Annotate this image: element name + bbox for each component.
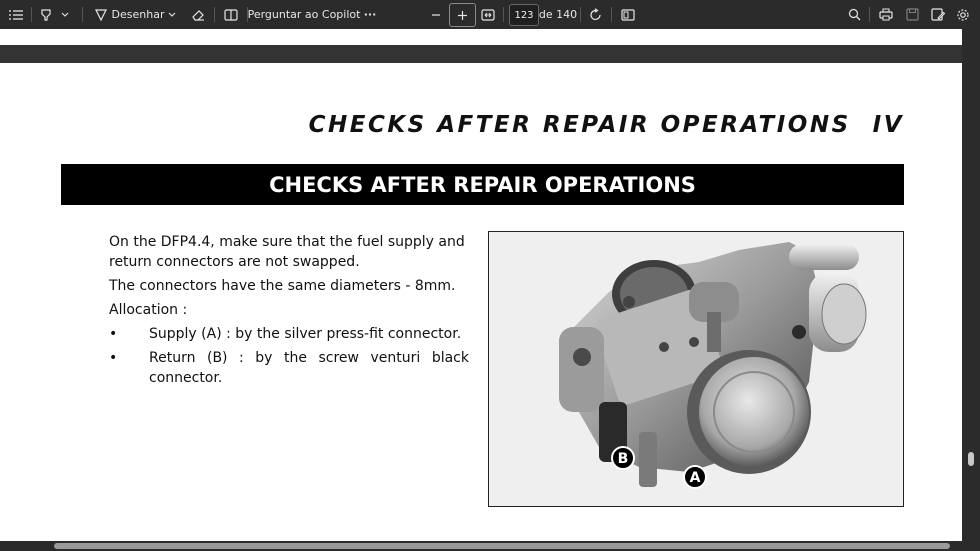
toolbar-separator	[580, 7, 581, 22]
callout-b	[612, 447, 634, 469]
print-icon[interactable]	[876, 0, 896, 29]
paragraph: On the DFP4.4, make sure that the fuel supply and return connectors are not swapped.	[109, 234, 465, 270]
reading-view-icon[interactable]	[221, 0, 241, 29]
zoom-out-icon[interactable]	[428, 0, 444, 29]
list-item	[109, 324, 469, 344]
section-title: CHECKS AFTER REPAIR OPERATIONS	[269, 172, 696, 197]
toolbar-separator	[31, 7, 32, 22]
save-icon[interactable]	[902, 0, 922, 29]
callout-a-label: A	[689, 470, 701, 486]
fit-to-width-icon[interactable]	[478, 0, 498, 29]
callout-a	[684, 466, 706, 488]
page-number-input[interactable]: 123	[509, 4, 539, 26]
paragraph: The connectors have the same diameters - 8mm.	[109, 278, 456, 294]
contents-list-icon[interactable]	[5, 0, 27, 29]
toolbar-separator	[611, 7, 612, 22]
chapter-title: CHECKS AFTER REPAIR OPERATIONS	[308, 112, 851, 138]
plus-icon	[457, 10, 468, 21]
settings-gear-icon[interactable]	[952, 0, 974, 29]
vertical-scrollbar-thumb[interactable]	[968, 452, 974, 466]
zoom-in-button[interactable]	[449, 3, 476, 27]
fuel-pump-photo	[488, 231, 904, 507]
search-icon[interactable]	[844, 0, 864, 29]
eraser-icon[interactable]	[188, 0, 208, 29]
bullet-text: Supply (A) : by the silver press-fit connector.	[149, 326, 462, 342]
toolbar-separator	[869, 7, 870, 22]
draw-icon[interactable]	[92, 0, 110, 29]
toolbar-separator	[82, 7, 83, 22]
bullet-marker: •	[109, 350, 118, 366]
horizontal-scrollbar[interactable]	[0, 541, 980, 551]
toolbar-separator	[503, 7, 504, 22]
vertical-scrollbar[interactable]	[962, 29, 980, 541]
ask-copilot-button[interactable]: Perguntar ao Copilot	[247, 8, 361, 21]
callout-b-label: B	[617, 451, 629, 467]
save-as-icon[interactable]	[928, 0, 948, 29]
page-gap	[0, 45, 962, 63]
draw-button[interactable]: Desenhar	[111, 8, 165, 21]
pdf-toolbar	[0, 0, 980, 29]
chapter-number: IV	[872, 112, 904, 138]
paragraph: Allocation :	[109, 302, 188, 318]
chapter-header	[309, 112, 904, 138]
rotate-icon[interactable]	[586, 0, 606, 29]
highlight-dropdown-chevron-icon[interactable]	[58, 0, 72, 29]
horizontal-scrollbar-thumb[interactable]	[54, 543, 950, 549]
page-total-label: de 140	[538, 8, 578, 21]
highlight-icon[interactable]	[37, 0, 55, 29]
pump-body-shape	[559, 242, 866, 487]
section-title-banner	[61, 164, 904, 205]
draw-dropdown-chevron-icon[interactable]	[165, 0, 179, 29]
list-item	[109, 348, 469, 388]
bullet-text: Return (B) : by the screw venturi black connector.	[149, 350, 469, 386]
pdf-page	[0, 63, 962, 541]
toolbar-separator	[214, 7, 215, 22]
more-options-button[interactable]: ···	[363, 8, 377, 21]
body-text	[109, 232, 469, 392]
page-view-icon[interactable]	[618, 0, 638, 29]
previous-page-bottom	[0, 29, 962, 45]
bullet-marker: •	[109, 326, 118, 342]
